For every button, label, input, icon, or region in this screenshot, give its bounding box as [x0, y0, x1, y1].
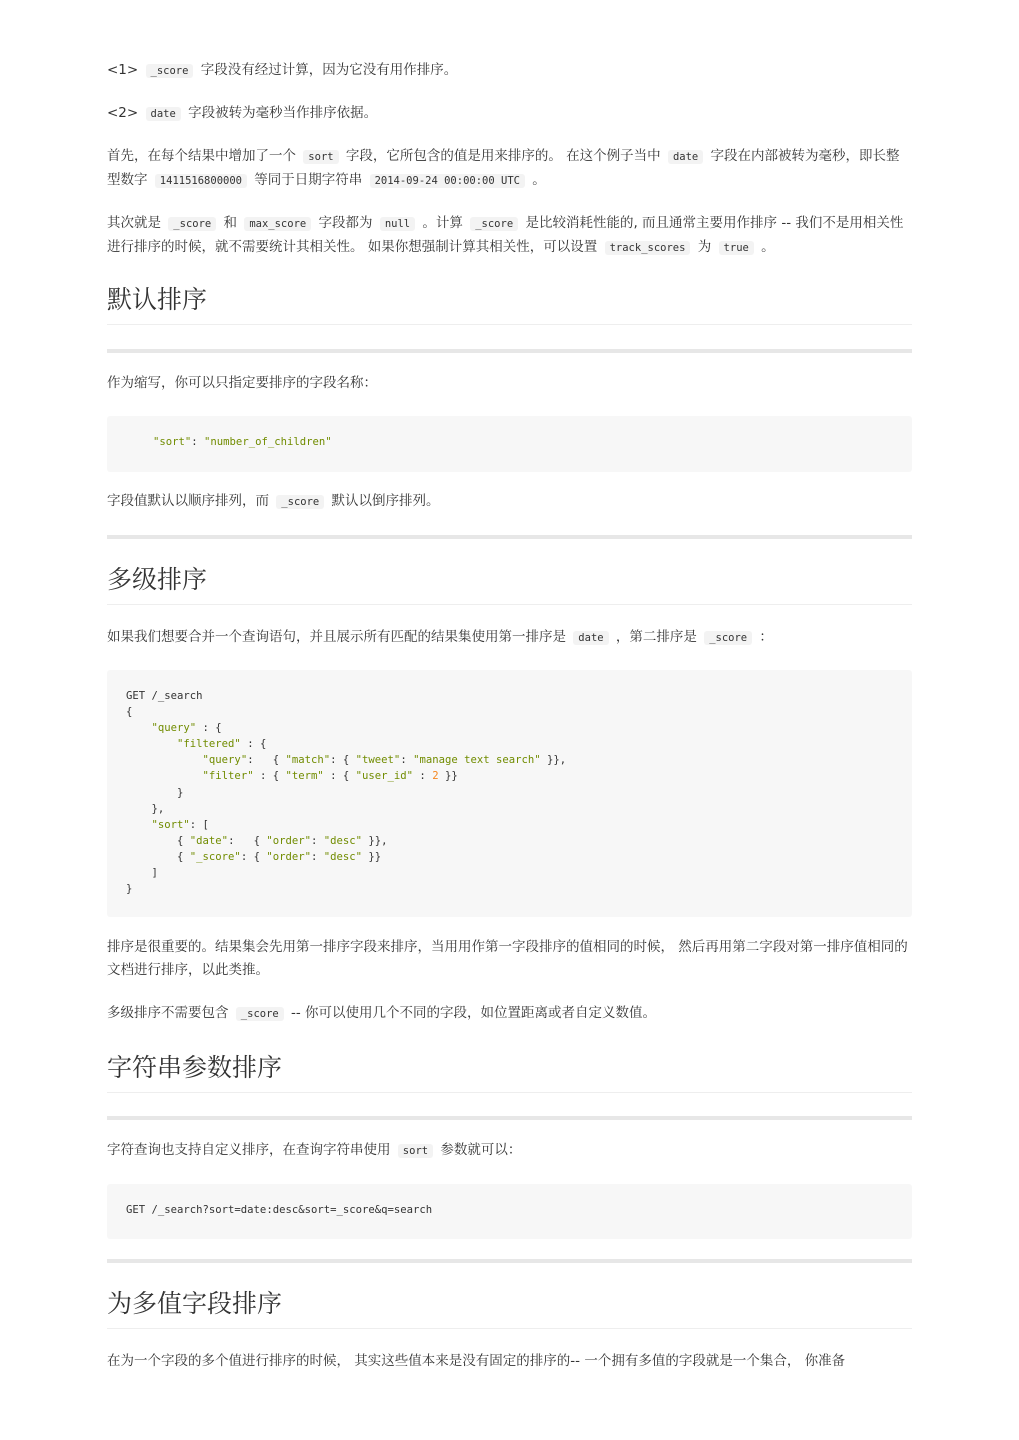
code-string: "order"	[266, 850, 311, 863]
text: -- 你可以使用几个不同的字段，如位置距离或者自定义数值。	[286, 1005, 657, 1021]
divider	[107, 349, 912, 353]
text: 首先，在每个结果中增加了一个	[107, 148, 301, 164]
inline-code: null	[380, 217, 415, 231]
code-string: "date"	[189, 834, 229, 847]
text: 其次就是	[107, 215, 166, 231]
paragraph-score-null	[107, 212, 912, 260]
code-string: "manage text search"	[413, 754, 541, 767]
inline-code: sort	[398, 1144, 433, 1158]
inline-code: date	[573, 631, 608, 645]
text: 字段都为	[314, 215, 377, 231]
text: 为	[693, 239, 716, 255]
paragraph-multilevel-intro	[107, 626, 912, 650]
inline-code: max_score	[244, 217, 311, 231]
paragraph-multivalue: 在为一个字段的多个值进行排序的时候， 其实这些值本来是没有固定的排序的-- 一个拥有多值的字段就是一个集合， 你准备	[107, 1353, 846, 1369]
code-string: "number_of_children"	[204, 436, 332, 448]
callout-text: 字段没有经过计算，因为它没有用作排序。	[196, 62, 458, 78]
code-string: "query"	[151, 722, 197, 735]
divider	[107, 1259, 912, 1263]
code-string: "match"	[285, 754, 331, 767]
code-number: 2	[432, 770, 439, 783]
text: ，第二排序是	[611, 629, 702, 645]
text: 。	[756, 239, 775, 255]
inline-code: true	[719, 241, 754, 255]
text: 字段在内部被转为毫秒，即长整型数字	[107, 148, 900, 188]
code-string: "desc"	[323, 850, 363, 863]
inline-code: _score	[236, 1007, 284, 1021]
section-heading-multilevel-sort: 多级排序	[107, 564, 912, 605]
code-string: "tweet"	[355, 754, 401, 767]
text: 多级排序不需要包含	[107, 1005, 233, 1021]
paragraph-multilevel-note	[107, 1002, 912, 1026]
code-string: "desc"	[323, 834, 363, 847]
code-string: "sort"	[151, 818, 190, 831]
inline-code: 1411516800000	[155, 174, 247, 188]
text: 等同于日期字符串	[249, 172, 367, 188]
inline-code: _score	[168, 217, 216, 231]
inline-code: _score	[470, 217, 518, 231]
inline-code: _score	[146, 64, 194, 78]
inline-code: _score	[704, 631, 752, 645]
code-string: "user_id"	[355, 770, 414, 783]
callout-1	[107, 59, 912, 83]
paragraph-sort-field	[107, 145, 912, 193]
code-line: {	[126, 706, 133, 719]
text: 。计算	[418, 215, 468, 231]
paragraph-query-string	[107, 1139, 912, 1163]
callout-text: <1>	[107, 62, 143, 78]
inline-code: 2014-09-24 00:00:00 UTC	[370, 174, 525, 188]
text: 。	[527, 172, 546, 188]
divider	[107, 1116, 912, 1120]
code-string: "query"	[202, 754, 248, 767]
section-heading-multivalue-sort: 为多值字段排序	[107, 1288, 912, 1329]
callout-text: 字段被转为毫秒当作排序依据。	[183, 105, 378, 121]
text: 是比较消耗性能的, 而且通常主要用作排序 -- 我们不是用相关性进行排序的时候，就不需要统计其相关性。 如果你想强制计算其相关性，可以设置	[107, 215, 904, 255]
inline-code: _score	[276, 495, 324, 509]
code-string: "sort"	[153, 436, 192, 448]
paragraph-default-order	[107, 490, 912, 514]
text: 字段，它所包含的值是用来排序的。 在这个例子当中	[341, 148, 665, 164]
section-heading-string-sort: 字符串参数排序	[107, 1052, 912, 1093]
text: 和	[219, 215, 242, 231]
text: 默认以倒序排列。	[327, 493, 440, 509]
inline-code: sort	[303, 150, 338, 164]
text: 参数就可以：	[436, 1142, 522, 1158]
code-string: "term"	[285, 770, 324, 783]
text: ：	[755, 629, 773, 645]
divider	[107, 535, 912, 539]
section-heading-default-sort: 默认排序	[107, 284, 912, 325]
inline-code: date	[146, 107, 181, 121]
text: 字段值默认以顺序排列，而	[107, 493, 274, 509]
callout-2	[107, 102, 912, 126]
text: 如果我们想要合并一个查询语句，并且展示所有匹配的结果集使用第一排序是	[107, 629, 571, 645]
inline-code: track_scores	[605, 241, 691, 255]
code-string: "filter"	[202, 770, 254, 783]
code-block-shorthand	[107, 416, 912, 472]
code-punct: :	[191, 436, 205, 448]
paragraph-importance: 排序是很重要的。结果集会先用第一排序字段来排序，当用用作第一字段排序的值相同的时候， 然后再用第二字段对第一排序值相同的文档进行排序，以此类推。	[107, 939, 908, 978]
code-string: "filtered"	[177, 738, 241, 751]
code-string: "order"	[266, 834, 311, 847]
code-string: "_score"	[189, 850, 241, 863]
callout-text: <2>	[107, 105, 143, 121]
text: 字符查询也支持自定义排序，在查询字符串使用	[107, 1142, 395, 1158]
paragraph-shorthand: 作为缩写，你可以只指定要排序的字段名称：	[107, 375, 377, 391]
code-block-multilevel-query: GET /_search { "query" : { "filtered" : { "query": { "match": { "tweet": "manage text search" }}, "filter" : { "term" : { "user_id" : 2 }} } }, "sort": [ { "date": { "order": "desc" }}, { "_score": { "order": "desc" }} ] }	[107, 670, 912, 917]
code-block-query-string: GET /_search?sort=date:desc&sort=_score&q=search	[107, 1184, 912, 1239]
code-line: GET /_search	[126, 690, 203, 702]
inline-code: date	[668, 150, 703, 164]
